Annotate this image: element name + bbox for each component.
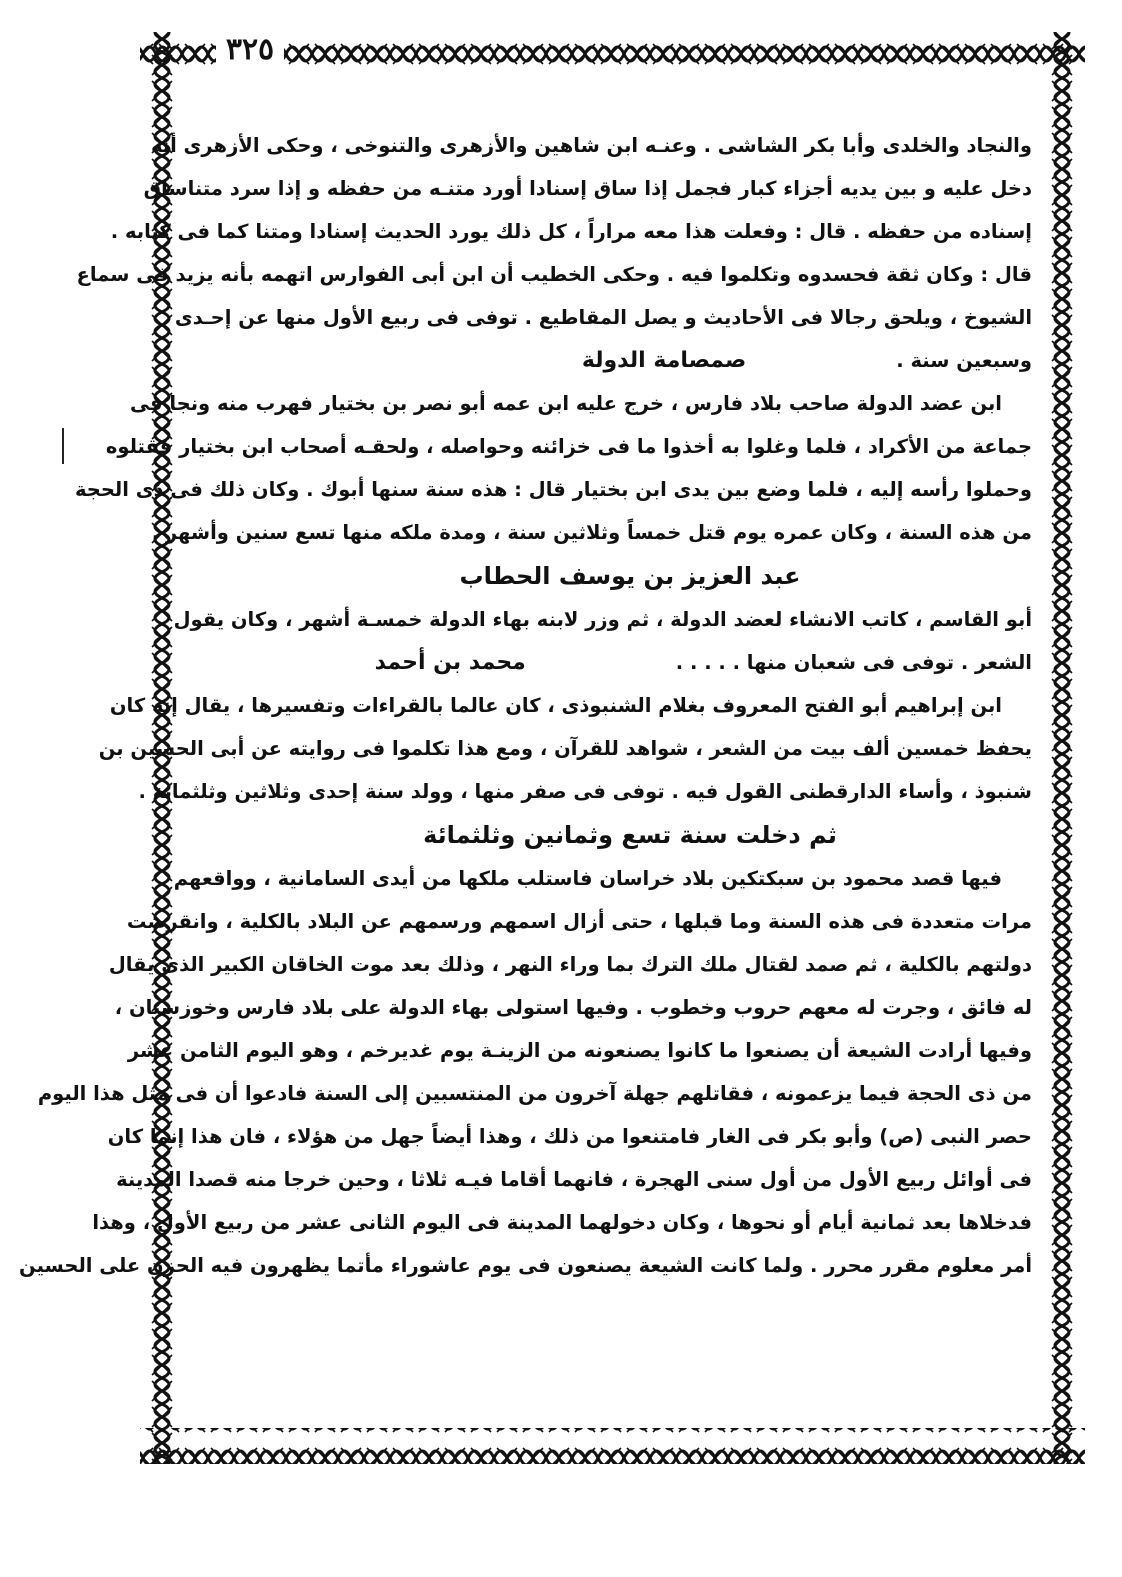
text-line: قال : وكان ثقة فحسدوه وتكلموا فيه . وحكى الخطيب أن ابن أبى الفوارس اتهمه بأنه يزيد فى سماع <box>76 263 1032 286</box>
text-line: له فائق ، وجرت له معهم حروب وخطوب . وفيها استولى بهاء الدولة على بلاد فارس وخوزستان ، <box>114 996 1032 1019</box>
text-line: وفيها أرادت الشيعة أن يصنعوا ما كانوا يصنعونه من الزينـة يوم غديرخم ، وهو اليوم الثامن عشر <box>127 1039 1032 1062</box>
page-number: ٣٢٥ <box>216 30 284 70</box>
heading-year: ثم دخلت سنة تسع وثمانين وثلثمائة <box>423 821 837 849</box>
heading-samsam: صمصامة الدولة <box>581 348 747 373</box>
text-line: وحملوا رأسه إليه ، فلما وضع بين يدى ابن بختيار قال : هذه سنة سنها أبوك . وكان ذلك فى ذى الحجة <box>74 478 1032 501</box>
text-line: شنبوذ ، وأساء الدارقطنى القول فيه . توفى فى صفر منها ، وولد سنة إحدى وثلاثين وثلثمائة . <box>138 780 1032 803</box>
text-line: إسناده من حفظه . قال : وفعلت هذا معه مراراً ، كل ذلك يورد الحديث إسنادا ومتنا كما فى كتابه . <box>110 220 1032 243</box>
heading-abdulaziz: عبد العزيز بن يوسف الحطاب <box>459 562 801 590</box>
text-line: من ذى الحجة فيما يزعمونه ، فقاتلهم جهلة آخرون من المنتسبين إلى السنة فادعوا أن فى مثل هذا اليوم <box>37 1082 1032 1105</box>
text-line: والنجاد والخلدى وأبا بكر الشاشى . وعنـه ابن شاهين والأزهرى والتنوخى ، وحكى الأزهرى أنه <box>150 134 1032 157</box>
text-line: أمر معلوم مقرر محرر . ولما كانت الشيعة يصنعون فى يوم عاشوراء مأتما يظهرون فيه الحزن على الحسين <box>19 1254 1032 1277</box>
text-line: أبو القاسم ، كاتب الانشاء لعضد الدولة ، ثم وزر لابنه بهاء الدولة خمسـة أشهر ، وكان يقول <box>173 608 1032 631</box>
text-line: الشيوخ ، ويلحق رجالا فى الأحاديث و يصل المقاطيع . توفى فى ربيع الأول منها عن إحـدى <box>174 306 1032 329</box>
text-line: دخل عليه و بين يديه أجزاء كبار فجمل إذا ساق إسنادا أورد متنـه من حفظه و إذا سرد متناساق <box>143 177 1032 200</box>
margin-mark <box>62 428 70 464</box>
page-body <box>19 124 1032 1287</box>
text-line: فيها قصد محمود بن سبكتكين بلاد خراسان فاستلب ملكها من أيدى السامانية ، وواقعهم <box>173 867 1002 890</box>
text-fragment: وسبعين سنة . <box>896 349 1032 372</box>
text-line: جماعة من الأكراد ، فلما وغلوا به أخذوا ما فى خزائنه وحواصله ، ولحقـه أصحاب ابن بختيار فقتلوه <box>105 435 1032 458</box>
text-line: يحفظ خمسين ألف بيت من الشعر ، شواهد للقرآن ، ومع هذا تكلموا فى روايته عن أبى الحسين بن <box>98 737 1032 760</box>
text-line: ابن عضد الدولة صاحب بلاد فارس ، خرج عليه ابن عمه أبو نصر بن بختيار فهرب منه ونجا فى <box>130 392 1002 415</box>
heading-muhammad: محمد بن أحمد <box>374 650 526 675</box>
text-line: من هذه السنة ، وكان عمره يوم قتل خمساً وثلاثين سنة ، ومدة ملكه منها تسع سنين وأشهر . <box>151 521 1032 544</box>
text-line: مرات متعددة فى هذه السنة وما قبلها ، حتى أزال اسمهم ورسمهم عن البلاد بالكلية ، وانقرضت <box>126 910 1032 933</box>
text-line-with-heading <box>228 339 1032 382</box>
text-line: حصر النبى (ص) وأبو بكر فى الغار فامتنعوا من ذلك ، وهذا أيضاً جهل من هؤلاء ، فان هذا إنما كان <box>107 1125 1032 1148</box>
text-line-with-heading <box>228 641 1032 684</box>
text-fragment: الشعر . توفى فى شعبان منها . . . . . <box>675 651 1032 674</box>
text-line: دولتهم بالكلية ، ثم صمد لقتال ملك الترك بما وراء النهر ، وذلك بعد موت الخاقان الكبير الذى يقال <box>108 953 1032 976</box>
text-line: فدخلاها بعد ثمانية أيام أو نحوها ، وكان دخولهما المدينة فى اليوم الثانى عشر من ربيع الأول ، وهذا <box>92 1211 1032 1234</box>
text-line: ابن إبراهيم أبو الفتح المعروف بغلام الشنبوذى ، كان عالما بالقراءات وتفسيرها ، يقال إنه كان <box>109 694 1002 717</box>
text-line: فى أوائل ربيع الأول من أول سنى الهجرة ، فانهما أقاما فيـه ثلاثا ، وحين خرجا منه قصدا المدينة <box>116 1168 1032 1191</box>
